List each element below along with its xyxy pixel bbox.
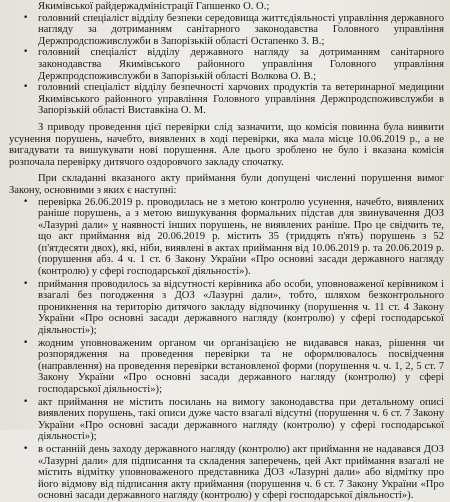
violation-text: приймання проводилось за відсутності керівника або особи, уповноваженої керівником і взагалі без погодження з ДОЗ «Лазурні дали», тобто, шляхом безконтрольного проникнення на територію дитячого закладу відпочинку (порушення ч. 11 ст. 4 Закону України «Про основні засади державного нагляду (контролю) у сфері господарської діяльності»); (38, 278, 444, 337)
violation-item (9, 279, 444, 337)
violation-underlined-text: у (112, 219, 118, 231)
violation-item (9, 197, 444, 278)
specialist-text: головний спеціаліст відділу безпечності харчових продуктів та ветеринарної медицини Якимівського районного управління Головного управління Держпродспоживслужби в Запорізькій області Виставкіна О. М. (38, 82, 444, 117)
top-line: Якимівської райдержадміністрації Гапшенко О. О.; (38, 1, 270, 12)
bullet-icon: • (23, 337, 29, 348)
bullet-icon: • (23, 396, 29, 407)
violation-text-continued: наявності інших порушень, не виявлених раніше. Про це свідчить те, що акт приймання від 20.06.2019 р. містить 35 (тридцять п'ять) порушень з 52 (п'ятдесяти двох), які, ніби, виявлені в актах приймання від 10.06.2019 р. та 20.06.2019 р. (порушення абз. 4 ч. 1 ст. 6 Закону України «Про основні засади державного нагляду (контролю) у сфері господарської діяльності»). (38, 219, 444, 278)
violation-item (9, 338, 444, 396)
violation-text: перевірка 26.06.2019 р. проводилась не з метою контролю усунення, начебто, виявлених раніше порушень, а з метою вишукування формальних підстав для звинувачення ДОЗ «Лазурні дали» (38, 196, 444, 231)
specialist-text: головний спеціаліст відділу безпеки середовища життєдіяльності управління державного нагляду за дотриманням санітарного законодавства Головного управління Держпродспоживслужби в Запорізькій області Остапенко З. В.; (38, 12, 444, 47)
violation-text: жодним уповноваженим органом чи організацією не видавався наказ, рішення чи розпорядження на проведення перевірки та не оформлювалось посвідчення (направлення) на проведення перевірки встановленої форми (порушення ч. ч. 1, 2, 5 ст. 7 Закону України «Про основні засади державного нагляду (контролю) у сфері господарської діяльності»); (38, 337, 444, 395)
specialist-text: головний спеціаліст відділу державного нагляду за дотриманням санітарного законодавства Якимівського районного управління Головного управління Держпродспоживслужби в Запорізькій області Волкова О. В.; (38, 47, 444, 82)
specialist-item (9, 13, 444, 48)
bullet-icon: • (23, 82, 29, 93)
violation-item (9, 444, 444, 502)
paragraph-violations-intro: При складанні вказаного акту приймання були допущені численні порушення вимог Закону, основними з яких є наступні: (9, 173, 444, 196)
violation-item (9, 397, 444, 443)
specialist-item (9, 82, 444, 117)
violation-text: акт приймання не містить посилань на вимогу законодавства при детальному описі виявлених порушень, такі описи дуже часто взагалі відсутні (порушення ч. 6 ст. 7 Закону України «Про основні засади державного нагляду (контролю) у сфері господарської діяльності»); (38, 396, 444, 443)
violation-text: в останній день заходу державного нагляду (контролю) акт приймання не надавався ДОЗ «Лазурні дали» для підписання та складення заперечень, цей Акт приймання взагалі не містить відмітку уповноваженого представника ДОЗ «Лазурні дали» або відмітку про його відмову від підписання акту приймання (порушення ч. 6 ст. 7 Закону України «Про основні засади державного нагляду (контролю) у сфері господарської діяльності»). (38, 443, 444, 502)
bullet-icon: • (23, 196, 29, 207)
bullet-icon: • (23, 443, 29, 454)
paragraph-inspection-note: З приводу проведення цієї перевірки слід зазначити, що комісія повинна була виявити усунення порушень, начебто, виявлених в ході перевірки, яка мала місце 10.06.2019 р., а не вигадувати та вишукувати нові порушення. Але цього зроблено не було і вказана комісія розпочала перевірку дитячого оздоровчого закладу спочатку. (9, 121, 444, 168)
specialist-item (9, 47, 444, 82)
bullet-icon: • (23, 12, 29, 23)
bullet-icon: • (23, 278, 29, 289)
bullet-icon: • (23, 47, 29, 58)
